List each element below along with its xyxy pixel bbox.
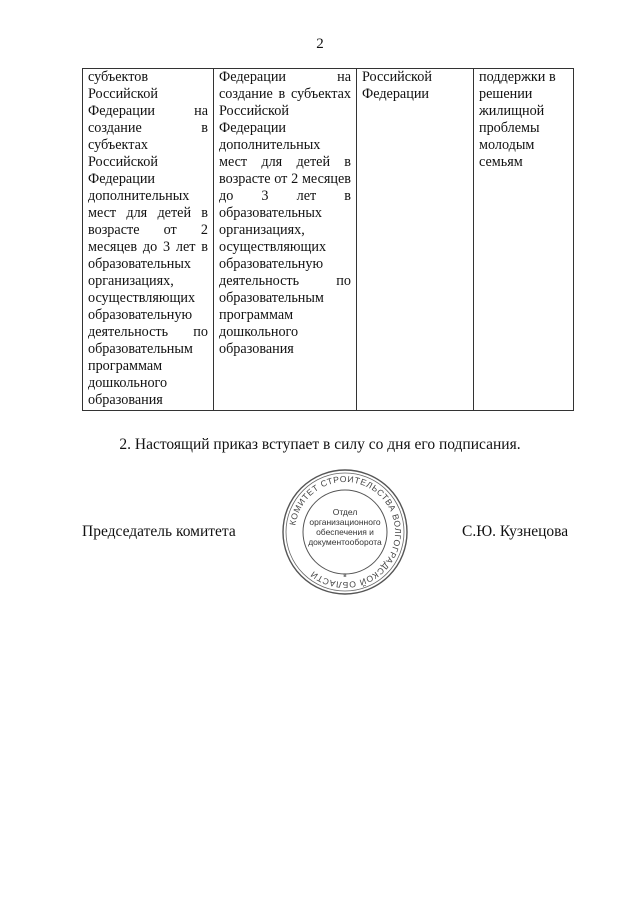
stamp-line: организационного <box>309 517 381 527</box>
stamp-ring-text: КОМИТЕТ СТРОИТЕЛЬСТВА ВОЛГОГРАДСКОЙ ОБЛАСТИ <box>287 473 404 591</box>
table-row <box>83 69 574 411</box>
signer-role: Председатель комитета <box>82 523 236 540</box>
cell-text: Российской Федерации <box>362 69 432 102</box>
order-clause: 2. Настоящий приказ вступает в силу со дня его подписания. <box>119 436 521 453</box>
page-number: 2 <box>316 36 324 52</box>
cell-text: субъектов Российской Федерации на создание в субъектах Российской Федерации дополнительных мест для детей в возрасте от 2 месяцев до 3 лет в образовательных организациях, осуществляющих образовательную деятельность по образовательным программам дошкольного образования <box>88 69 208 408</box>
stamp-mark: в <box>343 573 347 579</box>
stamp-center-text <box>280 507 410 547</box>
continuation-table <box>82 68 574 411</box>
table-cell-col1 <box>83 69 214 411</box>
stamp-line: обеспечения и <box>316 527 374 537</box>
signer-name: С.Ю. Кузнецова <box>462 523 569 540</box>
cell-text: поддержки в решении жилищной проблемы молодым семьям <box>479 69 556 170</box>
cell-text: Федерации на создание в субъектах Российской Федерации дополнительных мест для детей в возрасте от 2 месяцев до 3 лет в образовательных организациях, осуществляющих образовательную деятельность по образовательным программам дошкольного образования <box>219 69 351 357</box>
official-stamp <box>280 467 410 597</box>
stamp-line: Отдел <box>332 507 358 517</box>
table-cell-col3 <box>357 69 474 411</box>
stamp-line: документооборота <box>308 537 382 547</box>
table-cell-col2 <box>214 69 357 411</box>
table-cell-col4 <box>474 69 574 411</box>
